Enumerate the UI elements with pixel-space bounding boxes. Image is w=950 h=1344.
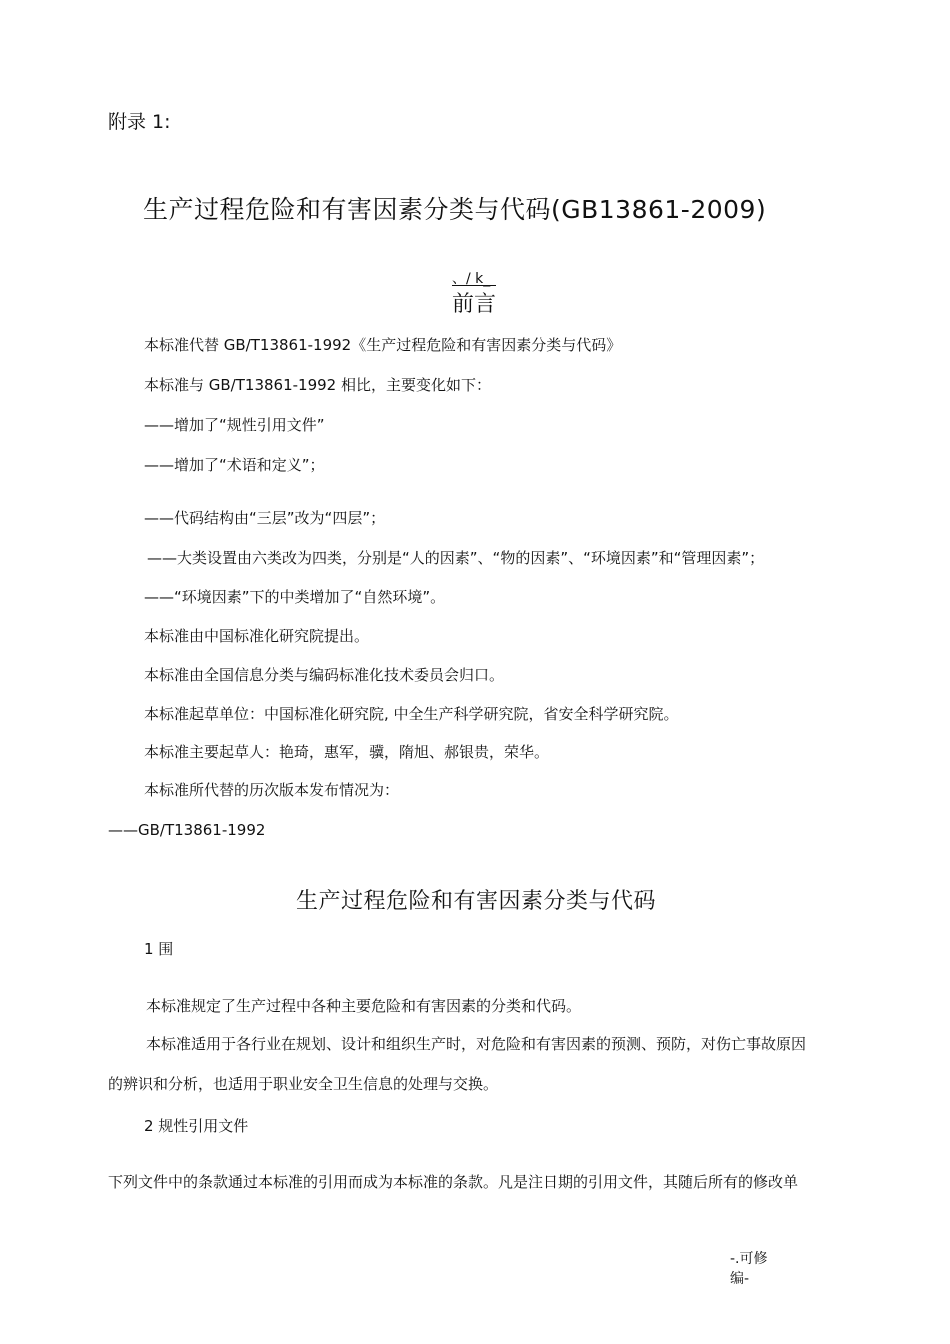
- change-item: ——“环境因素”下的中类增加了“自然环境”。: [144, 588, 446, 606]
- change-item: ——增加了“术语和定义”；: [144, 456, 325, 474]
- footer-line: -.可修: [730, 1251, 768, 1267]
- foreword-heading: 前言: [452, 285, 496, 318]
- section2-paragraph: 下列文件中的条款通过本标准的引用而成为本标准的条款。凡是注日期的引用文件，其随后所有的修改单: [108, 1173, 799, 1191]
- footer-watermark: [730, 1249, 790, 1289]
- garbled-marks: 、/ k_: [452, 271, 491, 287]
- appendix-label: 附录 1:: [108, 111, 171, 133]
- change-item: ——代码结构由“三层”改为“四层”；: [144, 509, 386, 527]
- foreword-replaces: 本标准代替 GB/T13861-1992《生产过程危险和有害因素分类与代码》: [144, 336, 622, 354]
- drafters: 本标准主要起草人：艳琦，惠军，骥，隋旭、郝银贵，荣华。: [144, 743, 550, 761]
- drafting-units: 本标准起草单位：中国标准化研究院, 中全生产科学研究院，省安全科学研究院。: [144, 705, 679, 723]
- section1-heading: 1 围: [144, 940, 174, 958]
- foreword-compared: 本标准与 GB/T13861-1992 相比，主要变化如下：: [144, 376, 491, 394]
- change-item: ——大类设置由六类改为四类，分别是“人的因素”、“物的因素”、“环境因素”和“管理因素”；: [147, 549, 765, 567]
- section1-paragraph: 的辨识和分析，也适用于职业安全卫生信息的处理与交换。: [108, 1075, 499, 1093]
- main-title: 生产过程危险和有害因素分类与代码(GB13861-2009): [143, 195, 767, 224]
- body-title: 生产过程危险和有害因素分类与代码: [296, 889, 657, 914]
- history-item: ——GB/T13861-1992: [108, 821, 266, 839]
- centralized-by: 本标准由全国信息分类与编码标准化技术委员会归口。: [144, 666, 505, 684]
- change-item: ——增加了“规性引用文件”: [144, 416, 325, 434]
- section1-paragraph: 本标准适用于各行业在规划、设计和组织生产时，对危险和有害因素的预测、预防，对伤亡事故原因: [146, 1035, 807, 1053]
- footer-line: 编-: [730, 1271, 750, 1287]
- proposed-by: 本标准由中国标准化研究院提出。: [144, 627, 370, 645]
- history-intro: 本标准所代替的历次版本发布情况为：: [144, 781, 400, 799]
- section1-paragraph: 本标准规定了生产过程中各种主要危险和有害因素的分类和代码。: [146, 997, 582, 1015]
- section2-heading: 2 规性引用文件: [144, 1117, 249, 1135]
